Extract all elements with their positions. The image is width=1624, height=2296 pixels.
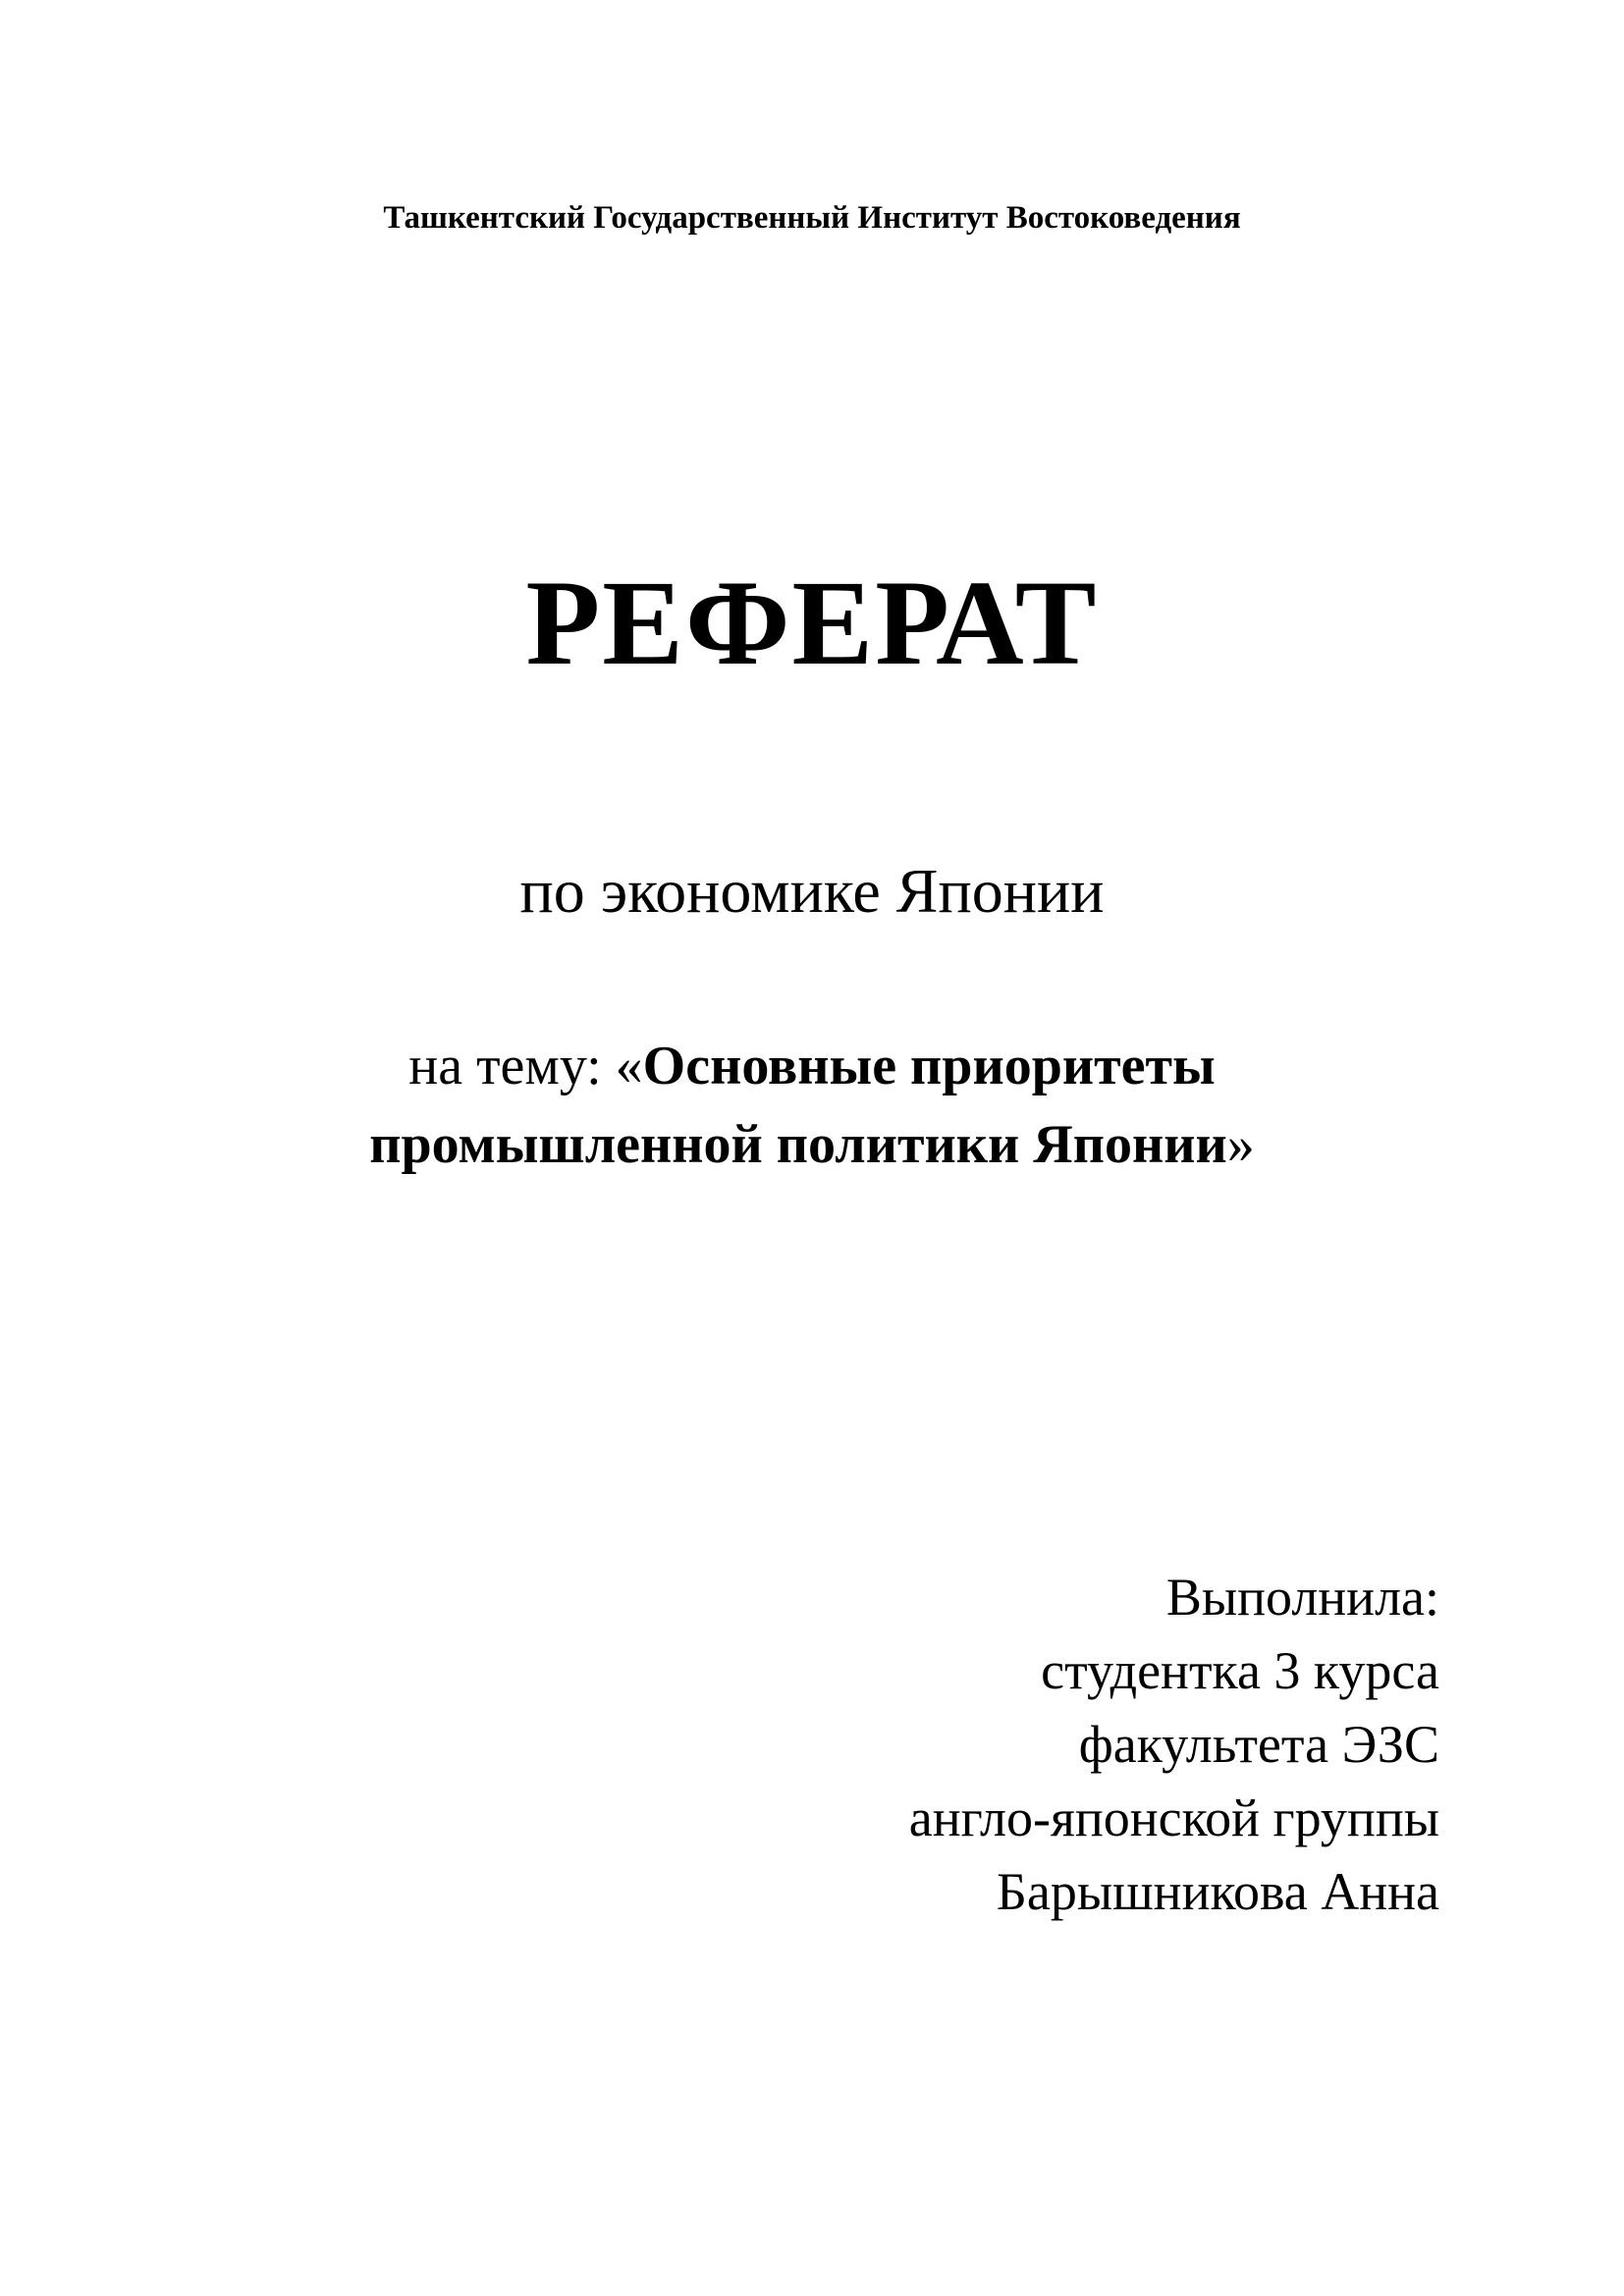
- topic-block: [0, 1027, 1624, 1184]
- author-name: Барышникова Анна: [996, 1862, 1439, 1921]
- topic-line-2: [0, 1105, 1624, 1184]
- author-group: англо-японской группы: [908, 1789, 1439, 1847]
- document-type-heading: РЕФЕРАТ: [525, 556, 1099, 690]
- author-block: [909, 1561, 1439, 1929]
- topic-title-part-1: Основные приоритеты: [642, 1036, 1216, 1096]
- topic-suffix: »: [1226, 1114, 1255, 1175]
- author-faculty: факультета ЭЗС: [1078, 1715, 1439, 1774]
- institution-name: Ташкентский Государственный Институт Востоковедения: [383, 200, 1241, 236]
- subject-line: по экономике Японии: [519, 856, 1105, 926]
- topic-line-1: [0, 1027, 1624, 1105]
- topic-prefix: на тему: «: [408, 1036, 643, 1096]
- author-label: Выполнила:: [1165, 1568, 1439, 1627]
- topic-title-part-2: промышленной политики Японии: [369, 1114, 1227, 1175]
- author-course: студентка 3 курса: [1041, 1641, 1439, 1700]
